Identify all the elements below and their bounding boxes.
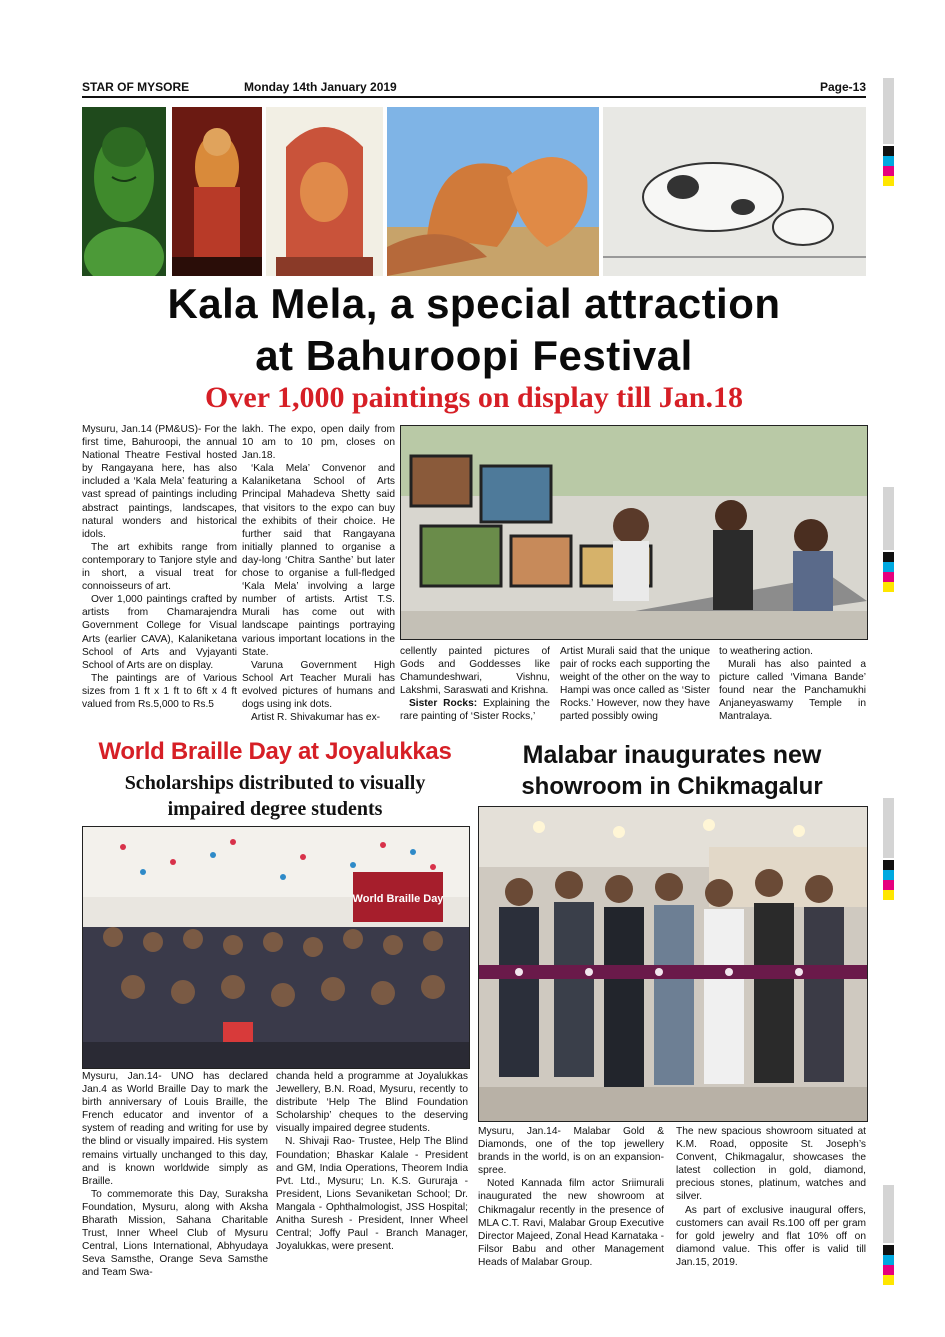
paragraph: To commemorate this Day, Suraksha Foundation, Mysuru, along with Aksha Bharath Mission, Sahana Charitable Trust, Inner Wheel Club of Mysuru Central, Lions International, Abhyudaya Seva Samsthe, Orange Seva Samsthe and Team Swa- (82, 1188, 268, 1279)
main-story-col4 (560, 645, 710, 724)
paragraph: Artist Murali said that the unique pair of rocks each supporting the weight of the other on the way to Hampi was once called as ‘Sister Rocks.’ However, now they have parted possibly owing (560, 646, 710, 723)
paragraph: to weathering action. (719, 646, 814, 657)
paragraph: Murali has also painted a picture called ‘Vimana Bande’ found near the Panchamukhi Anjaneyaswamy Temple in Mantralaya. (719, 659, 866, 723)
main-story-col5 (719, 645, 866, 724)
page-number: Page-13 (819, 80, 866, 94)
braille-story-subtitle-line2: impaired degree students (167, 798, 383, 820)
main-story-col1 (82, 423, 237, 711)
paragraph (400, 697, 550, 723)
malabar-title-line1: Malabar inaugurates new (522, 741, 822, 769)
color-registration-mark (883, 860, 894, 900)
painting-goddess (172, 107, 262, 276)
paragraph: Over 1,000 paintings crafted by artists from Chamarajendra Government College for Visual Arts (earlier CAVA), Kalaniketana School of Arts and Vyjayanti School of Arts are on display. (82, 594, 237, 671)
braille-story-subtitle-line1: Scholarships distributed to visually (124, 772, 426, 794)
paragraph: Varuna Government High School Art Teacher Murali has evolved pictures of humans and dogs using ink dots. (242, 659, 395, 710)
main-subheadline: Over 1,000 paintings on display till Jan.18 (205, 381, 743, 414)
main-story-col2 (242, 423, 395, 724)
malabar-title-line2: showroom in Chikmagalur (521, 773, 823, 800)
registration-band (883, 487, 894, 550)
paragraph: The paintings are of Various sizes from 1 ft x 1 ft to 6ft x 4 ft valued from Rs.5,000 to Rs.5 (82, 672, 237, 710)
paragraph: Mysuru, Jan.14 (PM&US)- For the first time, Bahuroopi, the annual National Theatre Festival hosted by Rangayana here, has also included a ‘Kala Mela’ featuring a vast spread of paintings including abstract paintings, landscapes, natural wonders and historical idols. (82, 424, 237, 540)
painting-green-buddha (82, 107, 166, 276)
paragraph: Mysuru, Jan.14- Malabar Gold & Diamonds, one of the top jewellery brands in the world, is on an expansion-spree. (478, 1126, 664, 1177)
subhead-sister-rocks: Sister Rocks: (409, 698, 478, 710)
main-headline-line1: Kala Mela, a special attraction (167, 280, 781, 327)
paragraph: cellently painted pictures of Gods and Goddesses like Chamundeshwari, Vishnu, Lakshmi, Saraswati and Krishna. (400, 646, 550, 697)
paragraph: The new spacious showroom situated at K.M. Road, opposite St. Joseph’s Convent, Chikmagalur, showcases the latest collection in gold, diamond, precious stones, platinum, watches and silver. (676, 1126, 866, 1203)
color-registration-mark (883, 146, 894, 186)
issue-date: Monday 14th January 2019 (244, 80, 397, 94)
braille-story-col1 (82, 1070, 268, 1280)
painting-sister-rocks (387, 107, 599, 276)
photo-malabar-inauguration (478, 806, 868, 1122)
paragraph: ‘Kala Mela’ Convenor and Kalaniketana School of Arts Principal Mahadeva Shetty said that visitors to the expo can buy the exhibits of their choice. He further said that Rangayana initially planned to organise a day-long ‘Chitra Santhe’ but later chose to organise a full-fledged ‘Kala Mela’ involving a large number of artists. Artist T.S. Murali has come out with landscape paintings portraying various important locations in the State. (242, 463, 395, 658)
paragraph: The art exhibits range from contemporary to Tanjore style and in short, a visual treat for connoisseurs of art. (82, 541, 237, 593)
paragraph: Noted Kannada film actor Sriimurali inaugurated the new showroom at Chikmagalur recently in the presence of MLA C.T. Ravi, Malabar Group Executive Director Majeed, Zonal Head Karnataka - Filsor Babu and other Management Heads of Malabar Group. (478, 1178, 664, 1268)
publication-name: STAR OF MYSORE (82, 80, 190, 94)
painting-ink-dot-dog (603, 107, 866, 276)
page-header (82, 78, 866, 98)
registration-band (883, 798, 894, 858)
paragraph-text: Explaining the rare painting of ‘Sister Rocks,’ (400, 698, 550, 723)
paragraph: chanda held a programme at Joyalukkas Jewellery, B.N. Road, Mysuru, recently to distribute ‘Help The Blind Foundation Scholarship’ cheques to the deserving visually impaired degree students. (276, 1071, 468, 1135)
main-headline-line2: at Bahuroopi Festival (255, 332, 693, 379)
registration-band (883, 1185, 894, 1243)
paragraph: N. Shivaji Rao- Trustee, Help The Blind Foundation; Bhaskar Kalale - President and GM, India Operations, Theorem India Pvt. Ltd., Mysuru; Ln. K.S. Gururaja - President, Lions Sevaniketan School; Dr. Mangala - Ophthalmologist, JSS Hospital; Anitha Suresh - President, Inner Wheel Central; Joffy Paul - Branch Manager, Joyalukkas, were present. (276, 1136, 468, 1253)
color-registration-mark (883, 552, 894, 592)
paragraph: lakh. The expo, open daily from 10 am to 10 pm, closes on Jan.18. (242, 424, 395, 462)
paragraph: Artist R. Shivakumar has ex- (251, 712, 381, 724)
braille-story-title: World Braille Day at Joyalukkas (98, 738, 452, 765)
malabar-story-col1 (478, 1125, 664, 1269)
photo-braille-day-event (82, 826, 470, 1069)
color-registration-mark (883, 1245, 894, 1285)
banner-text: World Braille Day (352, 893, 444, 905)
painting-temple-idol (266, 107, 383, 276)
registration-band (883, 78, 894, 144)
malabar-story-col2 (676, 1125, 866, 1269)
paragraph: As part of exclusive inaugural offers, customers can avail Rs.100 off per gram for gold jewelry and flat 10% off on diamond value. This offer is valid till Jan.15, 2019. (676, 1204, 866, 1268)
paragraph: Mysuru, Jan.14- UNO has declared Jan.4 as World Braille Day to mark the birth anniversary of Louis Braille, the French educator and inventor of a system of reading and writing for use by the blind or visually impaired. His system remains virtually unchanged to this day, and is known worldwide simply as Braille. (82, 1071, 268, 1187)
photo-kala-mela-expo (400, 425, 868, 640)
main-story-col3 (400, 645, 550, 724)
braille-story-col2 (276, 1070, 468, 1253)
